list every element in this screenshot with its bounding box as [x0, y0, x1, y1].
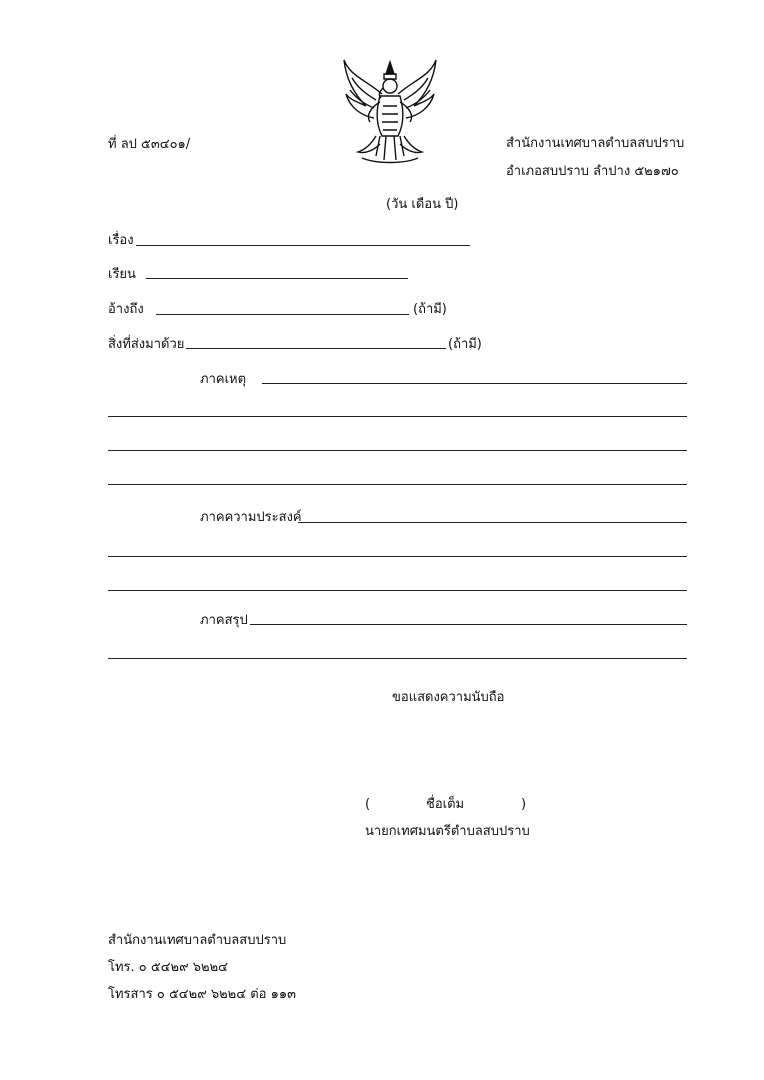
conclusion-section-label: ภาคสรุป	[200, 613, 248, 628]
attachment-label: สิ่งที่ส่งมาด้วย	[108, 337, 185, 352]
footer-fax: โทรสาร ๐ ๕๔๒๙ ๖๒๒๔ ต่อ ๑๑๓	[108, 987, 296, 1002]
purpose-line-1[interactable]	[298, 522, 687, 523]
conclusion-line-2[interactable]	[108, 658, 687, 659]
signature-close-paren: )	[521, 797, 527, 812]
footer-office-name: สำนักงานเทศบาลตำบลสบปราบ	[108, 933, 287, 948]
cause-line-4[interactable]	[108, 484, 687, 485]
purpose-line-3[interactable]	[108, 590, 687, 591]
attachment-optional-note: (ถ้ามี)	[448, 337, 482, 352]
to-line[interactable]	[146, 278, 408, 279]
cause-line-3[interactable]	[108, 450, 687, 451]
signatory-full-name: ชื่อเต็ม	[426, 797, 465, 812]
reference-label: อ้างถึง	[108, 302, 144, 317]
to-label: เรียน	[108, 267, 136, 282]
office-name: สำนักงานเทศบาลตำบลสบปราบ	[506, 136, 685, 151]
purpose-line-2[interactable]	[108, 556, 687, 557]
cause-line-2[interactable]	[108, 416, 687, 417]
closing-salutation: ขอแสดงความนับถือ	[392, 690, 505, 705]
office-address: อำเภอสบปราบ ลำปาง ๕๒๑๗๐	[506, 164, 679, 179]
date-placeholder: (วัน เดือน ปี)	[386, 197, 459, 212]
subject-line[interactable]	[136, 245, 470, 246]
cause-line-1[interactable]	[262, 383, 687, 384]
reference-optional-note: (ถ้ามี)	[413, 302, 447, 317]
reference-number: ที่ ลป ๕๓๔๐๑/	[108, 137, 191, 152]
signatory-position: นายกเทศมนตรีตำบลสบปราบ	[365, 824, 530, 839]
purpose-section-label: ภาคความประสงค์	[200, 510, 302, 525]
footer-phone: โทร. ๐ ๕๔๒๙ ๖๒๒๔	[108, 960, 228, 975]
cause-section-label: ภาคเหตุ	[200, 372, 247, 387]
attachment-line[interactable]	[186, 348, 446, 349]
reference-line[interactable]	[156, 314, 409, 315]
conclusion-line-1[interactable]	[250, 624, 687, 625]
subject-label: เรื่อง	[108, 233, 134, 248]
garuda-emblem	[336, 50, 444, 168]
signature-open-paren: (	[365, 797, 371, 812]
